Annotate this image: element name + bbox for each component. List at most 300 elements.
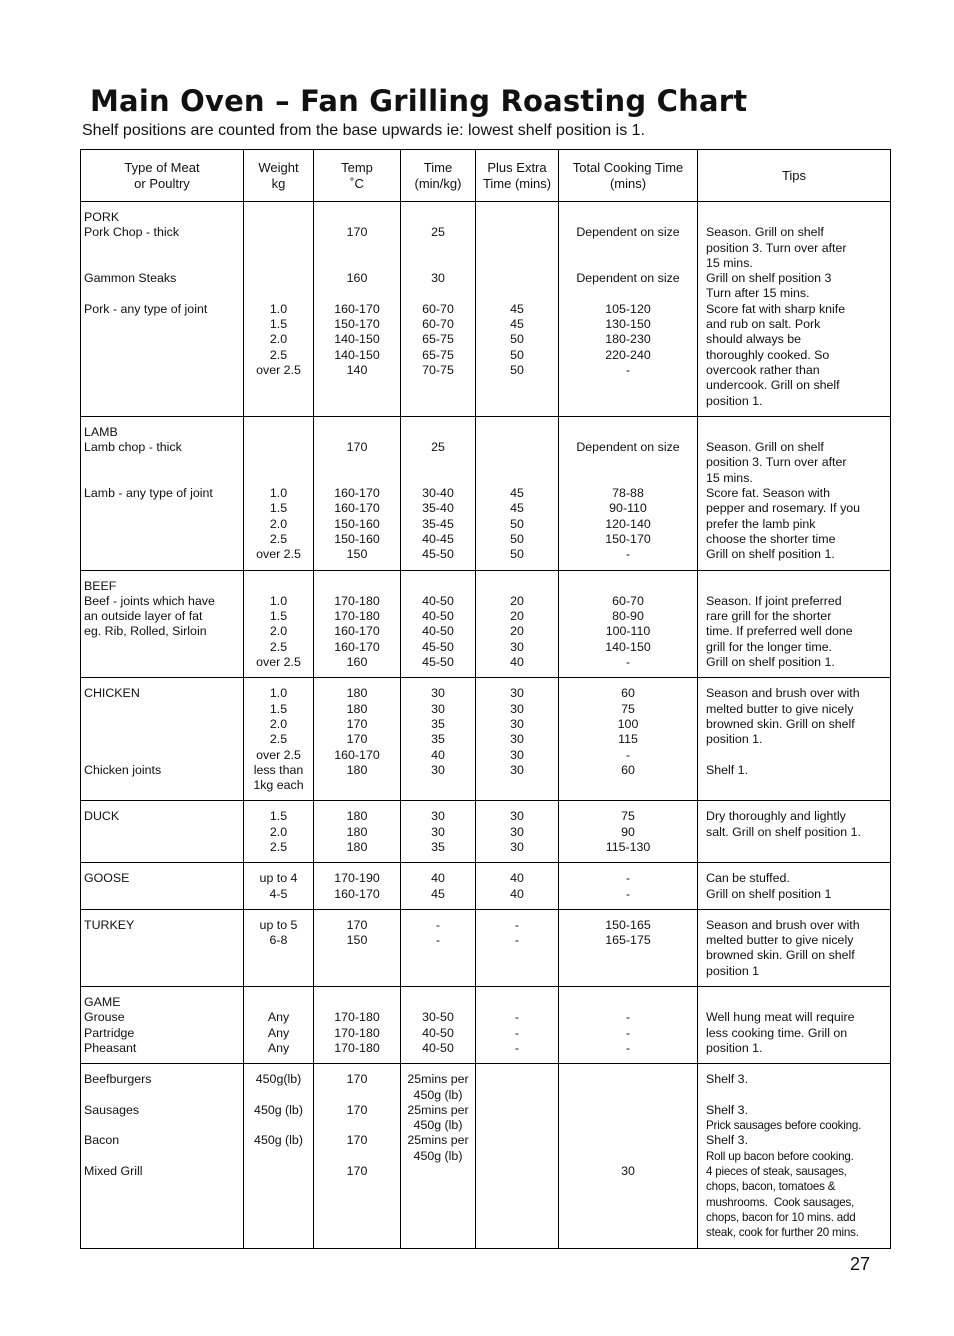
meat-cell <box>81 570 244 678</box>
cell-line <box>476 579 558 594</box>
cell-line: Partridge <box>84 1025 135 1040</box>
cell-line: TURKEY <box>84 917 135 932</box>
cell-line: 40 <box>510 871 524 886</box>
cell-line <box>244 256 313 271</box>
cell-line <box>401 995 475 1010</box>
cell-line <box>314 1118 400 1133</box>
cell-line: up to 5 <box>259 917 298 932</box>
cell-line: Score fat with sharp knife <box>706 301 846 316</box>
cell-line: Shelf 3. <box>706 1133 749 1148</box>
cell-line: 30 <box>431 686 445 701</box>
cell-line <box>84 455 243 470</box>
cell-line: less cooking time. Grill on <box>706 1025 848 1040</box>
cell-line: - <box>514 1040 520 1055</box>
cell-line: 160-170 <box>334 624 380 639</box>
cell-line: 105-120 <box>605 301 651 316</box>
temp-cell <box>314 801 401 863</box>
cell-line: mushrooms. Cook sausages, <box>706 1195 855 1209</box>
cell-line: 2.5 <box>269 347 288 362</box>
cell-line: 170 <box>346 225 368 240</box>
cell-line: 30 <box>431 701 445 716</box>
cell-line: overcook rather than <box>706 362 820 377</box>
cell-line <box>314 471 400 486</box>
cell-line: 45 <box>510 486 524 501</box>
cell-line <box>314 995 400 1010</box>
column-header-meat: Type of Meat or Poultry <box>81 150 244 202</box>
table-row <box>81 801 891 863</box>
cell-line: 40-50 <box>422 624 454 639</box>
cell-line <box>244 241 313 256</box>
cell-line: 2.0 <box>269 824 288 839</box>
cell-line: Season. If joint preferred <box>706 593 842 608</box>
cell-line: 45 <box>510 301 524 316</box>
temp-cell <box>314 863 401 910</box>
table-row <box>81 570 891 678</box>
extra-time-cell <box>476 570 559 678</box>
cell-line: 45 <box>510 317 524 332</box>
cell-line <box>84 1088 243 1103</box>
cell-line: 180 <box>346 809 368 824</box>
cell-line: 40 <box>510 886 524 901</box>
cell-line: 20 <box>510 593 524 608</box>
cell-line: 170 <box>346 716 368 731</box>
cell-line: - <box>625 871 631 886</box>
cell-line: 180 <box>346 839 368 854</box>
cell-line: 100-110 <box>605 624 651 639</box>
cell-line: undercook. Grill on shelf <box>706 378 840 393</box>
meat-cell <box>81 202 244 417</box>
cell-line: Lamb chop - thick <box>84 440 182 455</box>
cell-line: - <box>625 362 631 377</box>
cell-line: 35 <box>431 839 445 854</box>
page-subtitle: Shelf positions are counted from the base upwards ie: lowest shelf position is 1. <box>82 122 645 139</box>
time-cell <box>401 570 476 678</box>
cell-line: 78-88 <box>612 486 644 501</box>
cell-line: 160-170 <box>334 501 380 516</box>
cell-line <box>84 471 243 486</box>
cell-line: 2.5 <box>269 531 288 546</box>
cell-line: Chicken joints <box>84 762 162 777</box>
cell-line <box>401 425 475 440</box>
cell-line <box>559 1072 697 1087</box>
cell-line <box>476 241 558 256</box>
cell-line: 30-50 <box>422 1010 454 1025</box>
cell-line: GAME <box>84 995 121 1010</box>
cell-line: 450g (lb) <box>254 1102 303 1117</box>
cell-line: 50 <box>510 362 524 377</box>
cell-line: 1.5 <box>269 609 288 624</box>
cell-line: 35 <box>431 716 445 731</box>
cell-line <box>401 210 475 225</box>
cell-line <box>401 579 475 594</box>
cell-line: Pork - any type of joint <box>84 301 208 316</box>
table-row <box>81 678 891 801</box>
cell-line: 180 <box>346 824 368 839</box>
cell-line: PORK <box>84 210 120 224</box>
weight-cell <box>244 416 314 570</box>
cell-line: browned skin. Grill on shelf <box>706 948 855 963</box>
cell-line: Bacon <box>84 1133 120 1148</box>
cell-line: Roll up bacon before cooking. <box>706 1149 854 1163</box>
weight-cell <box>244 570 314 678</box>
cell-line: 60-70 <box>422 301 454 316</box>
cell-line: 20 <box>510 609 524 624</box>
cell-line: 130-150 <box>605 317 651 332</box>
cell-line: 160-170 <box>334 301 380 316</box>
cell-line: 30 <box>431 762 445 777</box>
cell-line: 40-45 <box>422 531 454 546</box>
cell-line <box>84 717 243 732</box>
cell-line: Mixed Grill <box>84 1164 143 1179</box>
column-header-extra-time: Plus Extra Time (mins) <box>476 150 559 202</box>
cell-line: Pork Chop - thick <box>84 225 180 240</box>
cell-line: 170-190 <box>334 871 380 886</box>
cell-line: 40 <box>431 871 445 886</box>
cell-line <box>84 363 243 378</box>
cell-line: 15 mins. <box>706 470 753 485</box>
cell-line: 180 <box>346 686 368 701</box>
time-cell <box>401 863 476 910</box>
cell-line <box>559 1133 697 1148</box>
cell-line: - <box>514 933 520 948</box>
cell-line: steak, cook for further 20 mins. <box>706 1226 859 1240</box>
cell-line <box>706 579 888 594</box>
cell-line: 1.0 <box>269 593 288 608</box>
total-time-cell <box>559 863 698 910</box>
cell-line: 6-8 <box>269 933 288 948</box>
cell-line <box>84 348 243 363</box>
cell-line: over 2.5 <box>256 547 301 562</box>
cell-line: position 1. <box>706 732 763 747</box>
cell-line <box>314 210 400 225</box>
cell-line: 2.0 <box>269 624 288 639</box>
weight-cell <box>244 987 314 1064</box>
cell-line: Turn after 15 mins. <box>706 286 810 301</box>
cell-line <box>84 256 243 271</box>
cell-line: 170 <box>346 1164 368 1179</box>
cell-line: 1.5 <box>269 501 288 516</box>
cell-line: 170-180 <box>334 1040 380 1055</box>
cell-line <box>401 241 475 256</box>
cell-line: 160-170 <box>334 886 380 901</box>
tips-cell <box>698 863 891 910</box>
cell-line: - <box>514 917 520 932</box>
cell-line: Shelf 3. <box>706 1072 749 1087</box>
cell-line <box>706 425 888 440</box>
extra-time-cell <box>476 909 559 986</box>
cell-line <box>244 579 313 594</box>
cell-line <box>401 286 475 301</box>
cell-line: 450g (lb) <box>413 1087 463 1102</box>
cell-line: 150 <box>346 547 368 562</box>
meat-cell <box>81 416 244 570</box>
cell-line: - <box>625 747 631 762</box>
column-header-tips: Tips <box>698 150 891 202</box>
cell-line: 90 <box>621 824 635 839</box>
cell-line: - <box>625 1010 631 1025</box>
cell-line: 2.0 <box>269 716 288 731</box>
cell-line <box>84 1118 243 1133</box>
cell-line: 180 <box>346 762 368 777</box>
cell-line: 1.5 <box>269 701 288 716</box>
cell-line: 115 <box>618 732 638 747</box>
cell-line <box>559 286 697 301</box>
cell-line: 30 <box>510 716 524 731</box>
cell-line: Grouse <box>84 1010 125 1025</box>
cell-line: 4-5 <box>269 886 288 901</box>
cell-line: BEEF <box>84 578 117 593</box>
cell-line: 180 <box>346 701 368 716</box>
cell-line: eg. Rib, Rolled, Sirloin <box>84 624 207 639</box>
tips-cell <box>698 1064 891 1248</box>
cell-line: 450g (lb) <box>413 1148 463 1163</box>
column-header-weight: Weight kg <box>244 150 314 202</box>
total-time-cell <box>559 801 698 863</box>
cell-line: 1.5 <box>269 317 288 332</box>
cell-line: 165-175 <box>605 933 651 948</box>
cell-line: Season and brush over with <box>706 917 860 932</box>
cell-line: 30 <box>510 686 524 701</box>
cell-line: 65-75 <box>422 332 454 347</box>
cell-line: 75 <box>621 809 635 824</box>
column-header-time: Time (min/kg) <box>401 150 476 202</box>
table-row <box>81 1064 891 1248</box>
cell-line <box>476 455 558 470</box>
cell-line: 45 <box>510 501 524 516</box>
table-row <box>81 202 891 417</box>
cell-line <box>244 455 313 470</box>
cell-line: 50 <box>510 347 524 362</box>
cell-line: 1.0 <box>269 486 288 501</box>
roasting-chart-table <box>80 149 891 1249</box>
cell-line: should always be <box>706 332 802 347</box>
cell-line: - <box>514 1025 520 1040</box>
cell-line <box>476 471 558 486</box>
cell-line: 2.0 <box>269 332 288 347</box>
cell-line: Any <box>267 1040 290 1055</box>
cell-line <box>314 425 400 440</box>
cell-line <box>401 471 475 486</box>
cell-line: Grill on shelf position 1. <box>706 547 835 562</box>
extra-time-cell <box>476 863 559 910</box>
weight-cell <box>244 1064 314 1248</box>
cell-line: 100 <box>617 716 639 731</box>
weight-cell <box>244 202 314 417</box>
cell-line: 30 <box>510 732 524 747</box>
cell-line: rare grill for the shorter <box>706 609 832 624</box>
cell-line: Season and brush over with <box>706 686 860 701</box>
cell-line: choose the shorter time <box>706 531 836 546</box>
cell-line: 65-75 <box>422 347 454 362</box>
meat-cell <box>81 987 244 1064</box>
extra-time-cell <box>476 202 559 417</box>
cell-line: 25mins per <box>407 1133 469 1148</box>
cell-line <box>559 1149 697 1164</box>
table-row <box>81 416 891 570</box>
cell-line: 120-140 <box>605 516 651 531</box>
cell-line: 160-170 <box>334 747 380 762</box>
meat-cell <box>81 909 244 986</box>
cell-line: 170-180 <box>334 1010 380 1025</box>
cell-line: DUCK <box>84 809 120 824</box>
tips-cell <box>698 570 891 678</box>
cell-line: salt. Grill on shelf position 1. <box>706 824 861 839</box>
cell-line: 45-50 <box>422 655 454 670</box>
cell-line: 25mins per <box>407 1102 469 1117</box>
cell-line <box>244 440 313 455</box>
tips-cell <box>698 678 891 801</box>
cell-line: 170 <box>346 917 368 932</box>
cell-line: 115-130 <box>605 839 651 854</box>
cell-line <box>706 210 888 225</box>
cell-line: 60-70 <box>612 593 644 608</box>
extra-time-cell <box>476 416 559 570</box>
weight-cell <box>244 801 314 863</box>
extra-time-cell <box>476 801 559 863</box>
cell-line <box>401 256 475 271</box>
total-time-cell <box>559 678 698 801</box>
total-time-cell <box>559 570 698 678</box>
cell-line: time. If preferred well done <box>706 624 853 639</box>
cell-line <box>244 286 313 301</box>
cell-line <box>84 286 243 301</box>
cell-line: 170 <box>346 440 368 455</box>
cell-line: 140-150 <box>334 347 380 362</box>
cell-line: 30 <box>510 639 524 654</box>
cell-line: 15 mins. <box>706 255 753 270</box>
cell-line <box>84 732 243 747</box>
cell-line: 450g(lb) <box>255 1072 302 1087</box>
cell-line: Lamb - any type of joint <box>84 486 213 501</box>
cell-line <box>559 1088 697 1103</box>
cell-line: Dependent on size <box>576 225 680 240</box>
cell-line: 170 <box>346 1102 368 1117</box>
cell-line <box>559 995 697 1010</box>
cell-line: 35-45 <box>422 516 454 531</box>
cell-line: 40 <box>510 655 524 670</box>
cell-line <box>559 1118 697 1133</box>
cell-line: Grill on shelf position 1. <box>706 655 835 670</box>
weight-cell <box>244 909 314 986</box>
cell-line <box>559 455 697 470</box>
cell-line <box>706 748 888 763</box>
temp-cell <box>314 570 401 678</box>
table-row <box>81 909 891 986</box>
cell-line: 450g (lb) <box>254 1133 303 1148</box>
temp-cell <box>314 202 401 417</box>
cell-line: 170 <box>346 1133 368 1148</box>
cell-line: over 2.5 <box>256 747 301 762</box>
cell-line: and rub on salt. Pork <box>706 317 821 332</box>
meat-cell <box>81 801 244 863</box>
cell-line: 170-180 <box>334 593 380 608</box>
cell-line <box>476 995 558 1010</box>
cell-line: position 3. Turn over after <box>706 455 847 470</box>
cell-line <box>84 1149 243 1164</box>
cell-line: Well hung meat will require <box>706 1010 855 1025</box>
cell-line <box>314 1088 400 1103</box>
cell-line: 45-50 <box>422 547 454 562</box>
cell-line: 30 <box>510 809 524 824</box>
cell-line: 2.0 <box>269 516 288 531</box>
cell-line <box>706 995 888 1010</box>
cell-line: 40-50 <box>422 609 454 624</box>
temp-cell <box>314 678 401 801</box>
cell-line: 2.5 <box>269 639 288 654</box>
cell-line: 40-50 <box>422 1025 454 1040</box>
cell-line: 2.5 <box>269 732 288 747</box>
cell-line: 30 <box>510 747 524 762</box>
cell-line: 30 <box>510 701 524 716</box>
cell-line: 140-150 <box>605 639 651 654</box>
cell-line: 1kg each <box>253 778 304 793</box>
cell-line <box>706 1088 888 1103</box>
cell-line <box>84 702 243 717</box>
time-cell <box>401 1064 476 1248</box>
cell-line: 150-165 <box>605 917 651 932</box>
cell-line <box>314 286 400 301</box>
table-header-row <box>81 150 891 202</box>
cell-line <box>244 271 313 286</box>
cell-line <box>314 1149 400 1164</box>
cell-line <box>244 995 313 1010</box>
cell-line <box>244 471 313 486</box>
cell-line: 140-150 <box>334 332 380 347</box>
cell-line: chops, bacon for 10 mins. add <box>706 1210 856 1224</box>
column-header-temp: Temp ˚C <box>314 150 401 202</box>
cell-line: 45-50 <box>422 639 454 654</box>
cell-line: Any <box>267 1025 290 1040</box>
cell-line <box>559 241 697 256</box>
cell-line <box>559 210 697 225</box>
cell-line <box>559 425 697 440</box>
cell-line: Season. Grill on shelf <box>706 225 824 240</box>
cell-line: Dry thoroughly and lightly <box>706 809 846 824</box>
meat-cell <box>81 1064 244 1248</box>
page-title: Main Oven – Fan Grilling Roasting Chart <box>90 84 748 118</box>
cell-line: 150-160 <box>334 516 380 531</box>
cell-line <box>244 1118 313 1133</box>
cell-line: 45 <box>431 886 445 901</box>
meat-cell <box>81 678 244 801</box>
cell-line: 150-160 <box>334 531 380 546</box>
cell-line <box>401 455 475 470</box>
cell-line: Sausages <box>84 1102 140 1117</box>
cell-line: Shelf 3. <box>706 1102 749 1117</box>
cell-line: - <box>514 1010 520 1025</box>
extra-time-cell <box>476 1064 559 1248</box>
cell-line: 180-230 <box>605 332 651 347</box>
page-number: 27 <box>850 1254 871 1274</box>
cell-line <box>559 471 697 486</box>
cell-line: 170-180 <box>334 1025 380 1040</box>
tips-cell <box>698 801 891 863</box>
cell-line <box>314 579 400 594</box>
tips-cell <box>698 416 891 570</box>
table-row <box>81 863 891 910</box>
cell-line: Any <box>267 1010 290 1025</box>
weight-cell <box>244 678 314 801</box>
cell-line: - <box>435 933 441 948</box>
cell-line <box>244 210 313 225</box>
cell-line: Can be stuffed. <box>706 871 790 886</box>
cell-line: 1.0 <box>269 301 288 316</box>
cell-line: 4 pieces of steak, sausages, <box>706 1165 847 1179</box>
cell-line: LAMB <box>84 424 118 439</box>
cell-line: prefer the lamb pink <box>706 516 816 531</box>
cell-line: 80-90 <box>612 609 644 624</box>
cell-line: melted butter to give nicely <box>706 701 854 716</box>
